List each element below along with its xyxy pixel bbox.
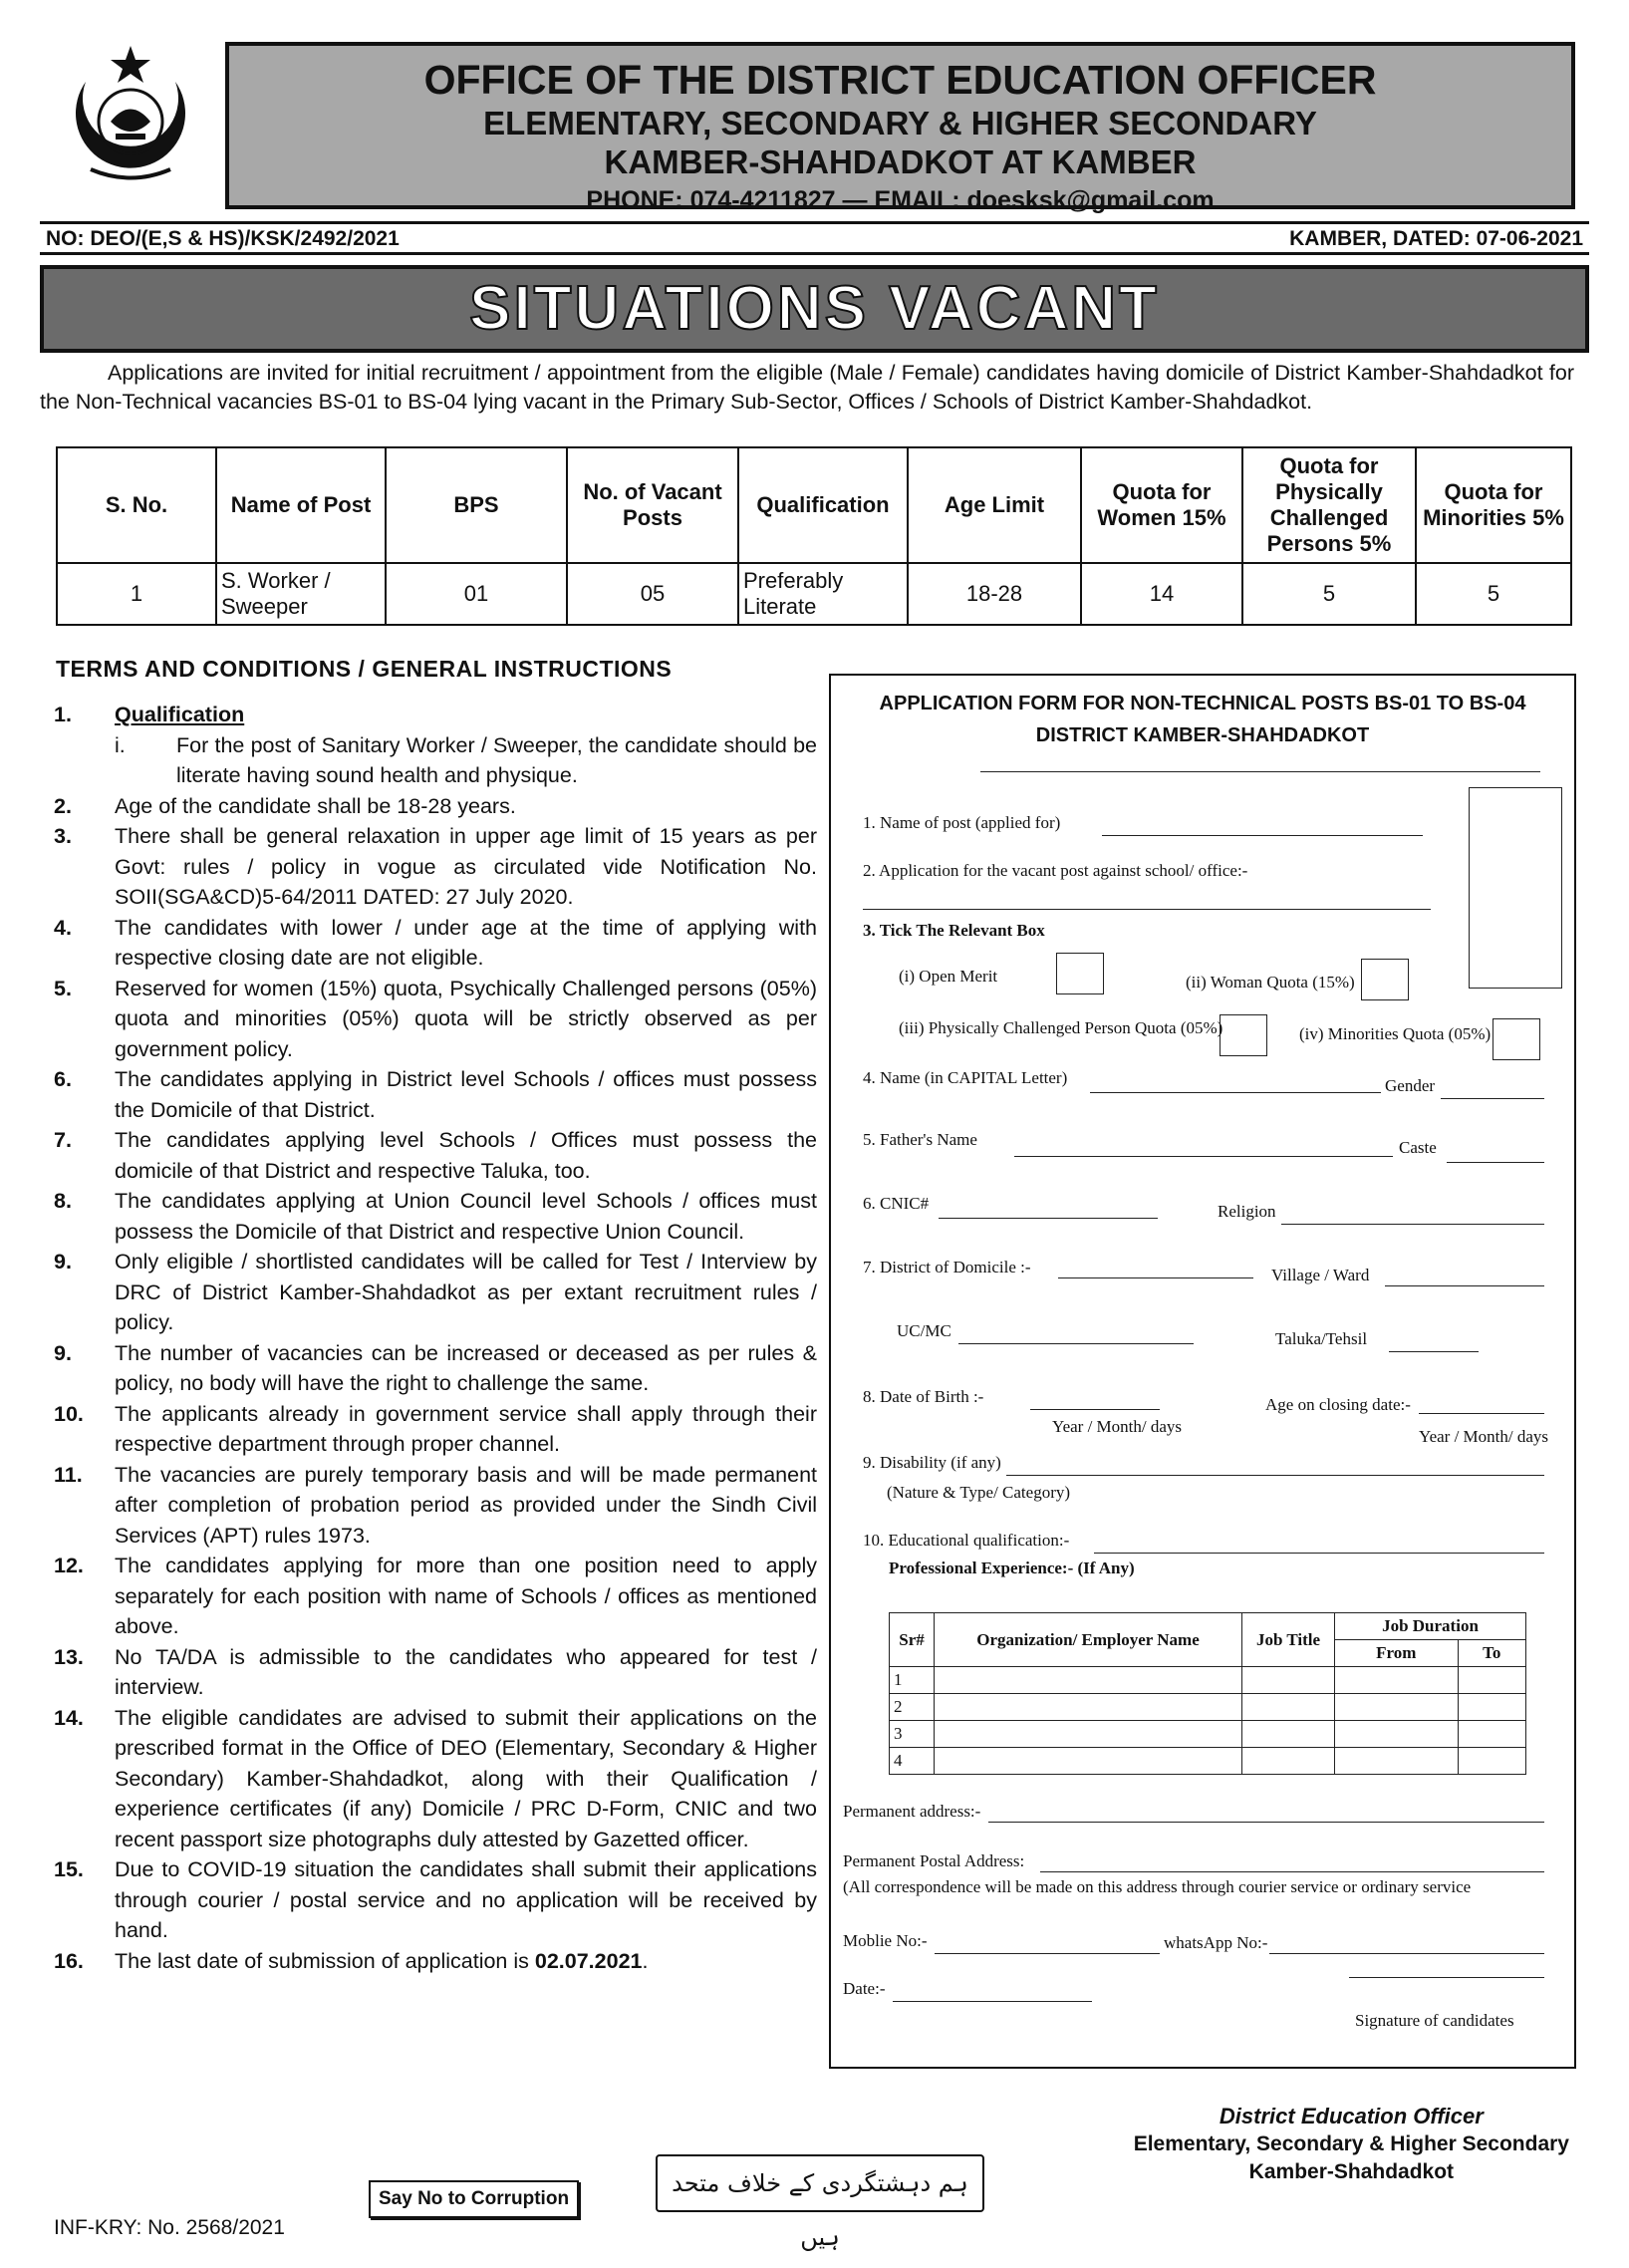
column-header: Quota for Women 15%	[1081, 447, 1242, 563]
reference-date: KAMBER, DATED: 07-06-2021	[1289, 227, 1583, 250]
to-cell[interactable]	[1458, 1694, 1525, 1721]
form-title-line1: APPLICATION FORM FOR NON-TECHNICAL POSTS BS-01 TO BS-04	[879, 693, 1526, 714]
from-cell[interactable]	[1335, 1694, 1459, 1721]
from-cell[interactable]	[1335, 1721, 1459, 1748]
reference-bar	[40, 221, 1589, 255]
field-post-label: 1. Name of post (applied for)	[863, 813, 1061, 832]
form-title-line2: DISTRICT KAMBER-SHAHDADKOT	[1035, 724, 1370, 746]
column-header: Quota for Physically Challenged Persons 5%	[1242, 447, 1416, 563]
name-line	[1090, 1092, 1381, 1093]
ucmc-label: UC/MC	[897, 1321, 951, 1340]
list-item	[54, 974, 817, 1065]
religion-label: Religion	[1218, 1202, 1276, 1221]
table-cell: 1	[57, 563, 216, 625]
item-number: 2.	[54, 793, 72, 818]
column-header: Qualification	[738, 447, 908, 563]
disability-label: 9. Disability (if any)	[863, 1453, 1001, 1472]
item-number: 8.	[54, 1189, 72, 1213]
column-header: From	[1335, 1640, 1459, 1667]
item-text: The candidates applying at Union Council level Schools / offices must possess the Domicile of that District and respective Union Council.	[115, 1189, 817, 1244]
list-item	[54, 1186, 817, 1247]
item-number: 10.	[54, 1401, 84, 1426]
experience-table	[889, 1612, 1526, 1775]
minorities-quota-checkbox[interactable]	[1493, 1018, 1540, 1060]
job-title-cell[interactable]	[1242, 1748, 1335, 1775]
employer-cell[interactable]	[935, 1694, 1242, 1721]
officer-title: District Education Officer	[1219, 2104, 1484, 2128]
table-cell: S. Worker / Sweeper	[216, 563, 386, 625]
item-number: 13.	[54, 1644, 84, 1669]
item-number: 4.	[54, 915, 72, 940]
taluka-label: Taluka/Tehsil	[1275, 1329, 1368, 1348]
village-label: Village / Ward	[1271, 1266, 1370, 1284]
item-text-tail: .	[642, 1948, 649, 1973]
item-title: Qualification	[115, 703, 245, 726]
pc-quota-label: (iii) Physically Challenged Person Quota (05%)	[899, 1018, 1223, 1037]
list-item	[54, 791, 817, 822]
list-subitem	[54, 730, 817, 791]
office-subtitle: ELEMENTARY, SECONDARY & HIGHER SECONDARY	[483, 105, 1317, 142]
item-text: The candidates applying in District level Schools / offices must possess the Domicile of that District.	[115, 1067, 817, 1122]
government-of-sindh-seal-icon	[56, 42, 205, 191]
list-item	[54, 1854, 817, 1946]
item-text: The vacancies are purely temporary basis and will be made permanent after completion of probation period as provided under the Sindh Civil Services (APT) rules 1973.	[115, 1462, 817, 1548]
item-text: The candidates applying level Schools / Offices must possess the domicile of that District and respective Taluka, too.	[115, 1128, 817, 1183]
list-item	[54, 1125, 817, 1186]
item-number: 6.	[54, 1067, 72, 1091]
table-cell: 3	[890, 1721, 935, 1748]
advertisement-page	[40, 18, 1589, 2250]
table-cell: 1	[890, 1667, 935, 1694]
table-row	[890, 1721, 1526, 1748]
item-text: Due to COVID-19 situation the candidates shall submit their applications through courier / postal service and no application will be received by hand.	[115, 1857, 817, 1942]
list-item	[54, 821, 817, 913]
item-text: The eligible candidates are advised to submit their applications on the prescribed format in the Office of DEO (Elementary, Secondary & Higher Secondary) Kamber-Shahdadkot, along with their Qualification / experience certificates (if any) Domicile / PRC D-Form, CNIC and two recent passport size photographs duly attested by Gazetted officer.	[115, 1705, 817, 1851]
signature-label: Signature of candidates	[1355, 2011, 1514, 2030]
dob-format-label: Year / Month/ days	[1052, 1417, 1183, 1436]
domicile-label: 7. District of Domicile :-	[863, 1258, 1031, 1276]
name-label: 4. Name (in CAPITAL Letter)	[863, 1068, 1068, 1087]
item-number: 11.	[54, 1462, 83, 1487]
list-item	[54, 1064, 817, 1125]
office-title: OFFICE OF THE DISTRICT EDUCATION OFFICER	[423, 57, 1377, 103]
column-header: Organization/ Employer Name	[935, 1613, 1242, 1667]
list-item	[54, 700, 817, 730]
item-number: 12.	[54, 1554, 84, 1577]
employer-cell[interactable]	[935, 1667, 1242, 1694]
item-text: The last date of submission of application is	[115, 1948, 535, 1973]
column-header: To	[1458, 1640, 1525, 1667]
age-closing-label: Age on closing date:-	[1265, 1395, 1411, 1414]
table-row	[57, 563, 1571, 625]
reference-number: NO: DEO/(E,S & HS)/KSK/2492/2021	[46, 227, 400, 250]
subitem-number: i.	[115, 732, 126, 757]
item-number: 7.	[54, 1128, 72, 1152]
dob-label: 8. Date of Birth :-	[863, 1387, 984, 1406]
item-text: The candidates with lower / under age at the time of applying with respective closing date are not eligible.	[115, 915, 817, 970]
column-header: Name of Post	[216, 447, 386, 563]
table-cell: 05	[567, 563, 738, 625]
column-header: Age Limit	[908, 447, 1081, 563]
table-cell: 5	[1242, 563, 1416, 625]
woman-quota-checkbox[interactable]	[1361, 959, 1409, 1000]
open-merit-checkbox[interactable]	[1056, 953, 1104, 994]
column-header: No. of Vacant Posts	[567, 447, 738, 563]
table-cell: 4	[890, 1748, 935, 1775]
inf-number: INF-KRY: No. 2568/2021	[54, 2216, 285, 2239]
father-name-label: 5. Father's Name	[863, 1130, 977, 1149]
officer-signature-block	[1134, 2103, 1569, 2186]
field-application-label: 2. Application for the vacant post against school/ office:-	[863, 861, 1248, 880]
list-item	[54, 1460, 817, 1552]
item-text: The candidates applying for more than one position need to apply separately for each position with name of Schools / offices as mentioned above.	[115, 1554, 817, 1638]
page-title: SITUATIONS VACANT	[469, 274, 1160, 343]
item-text: Reserved for women (15%) quota, Psychically Challenged persons (05%) quota and minorities (05%) quota will be strictly observed as per government policy.	[115, 976, 817, 1061]
to-cell[interactable]	[1458, 1721, 1525, 1748]
item-text: There shall be general relaxation in upper age limit of 15 years as per Govt: rules / policy in vogue as circulated vide Notification No. SOII(SGA&CD)5-64/2011 DATED: 27 July 2020.	[115, 824, 817, 909]
item-text: The number of vacancies can be increased or deceased as per rules & policy, no body will have the right to challenge the same.	[115, 1340, 817, 1395]
subitem-text: For the post of Sanitary Worker / Sweeper, the candidate should be literate having sound health and physique.	[176, 732, 817, 787]
caste-label: Caste	[1399, 1138, 1437, 1157]
open-merit-label: (i) Open Merit	[899, 967, 998, 986]
job-title-cell[interactable]	[1242, 1667, 1335, 1694]
terms-list	[54, 700, 817, 1976]
mobile-label: Moblie No:-	[843, 1931, 928, 1950]
table-cell: 18-28	[908, 563, 1081, 625]
education-label: 10. Educational qualification:-	[863, 1531, 1070, 1550]
tick-box-label: 3. Tick The Relevant Box	[863, 921, 1045, 940]
column-header: Job Title	[1242, 1613, 1335, 1667]
table-cell: 14	[1081, 563, 1242, 625]
urdu-slogan: ہم دہشتگردی کے خلاف متحد ہیں	[656, 2154, 984, 2212]
table-cell: Preferably Literate	[738, 563, 908, 625]
to-cell[interactable]	[1458, 1748, 1525, 1775]
form-title	[831, 688, 1574, 751]
column-header: Quota for Minorities 5%	[1416, 447, 1571, 563]
item-number: 3.	[54, 824, 72, 848]
whatsapp-label: whatsApp No:-	[1164, 1933, 1268, 1952]
vacancy-table	[56, 446, 1572, 626]
list-item	[54, 1247, 817, 1338]
list-item	[54, 1551, 817, 1642]
item-number: 9.	[54, 1250, 72, 1274]
item-number: 16.	[54, 1948, 84, 1973]
last-date: 02.07.2021	[534, 1948, 643, 1973]
date-label: Date:-	[843, 1979, 886, 1998]
table-cell: 2	[890, 1694, 935, 1721]
from-cell[interactable]	[1335, 1667, 1459, 1694]
table-row	[890, 1748, 1526, 1775]
item-number: 14.	[54, 1705, 84, 1730]
list-item	[54, 1703, 817, 1855]
permanent-address-label: Permanent address:-	[843, 1802, 981, 1821]
table-cell: 01	[386, 563, 567, 625]
gender-label: Gender	[1385, 1076, 1436, 1095]
table-row	[890, 1694, 1526, 1721]
job-title-cell[interactable]	[1242, 1694, 1335, 1721]
list-item	[54, 1642, 817, 1703]
officer-location: Kamber-Shahdadkot	[1248, 2160, 1455, 2183]
list-item	[54, 1399, 817, 1460]
table-row	[890, 1667, 1526, 1694]
column-header: Job Duration	[1335, 1613, 1526, 1640]
employer-cell[interactable]	[935, 1748, 1242, 1775]
experience-label: Professional Experience:- (If Any)	[889, 1559, 1135, 1577]
table-header-row	[57, 447, 1571, 563]
say-no-corruption-badge: Say No to Corruption	[369, 2180, 579, 2218]
item-number: 5.	[54, 976, 72, 1000]
to-cell[interactable]	[1458, 1667, 1525, 1694]
page-title-bar	[40, 265, 1589, 353]
age-format-label: Year / Month/ days	[1419, 1427, 1549, 1446]
item-text: Only eligible / shortlisted candidates will be called for Test / Interview by DRC of District Kamber-Shahdadkot as per extant recruitment rules / policy.	[115, 1250, 817, 1334]
field-post-line	[1102, 835, 1423, 836]
list-item	[54, 913, 817, 974]
intro-paragraph: Applications are invited for initial recruitment / appointment from the eligible (Male / Female) candidates having domicile of District Kamber-Shahdadkot for the Non-Technical vacancies BS-01 to BS-04 lying vacant in the Primary Sub-Sector, Offices / Schools of District Kamber-Shahdadkot.	[40, 361, 1574, 414]
photo-box	[1469, 787, 1562, 989]
item-text: Age of the candidate shall be 18-28 years.	[115, 793, 516, 818]
office-location: KAMBER-SHAHDADKOT AT KAMBER	[604, 143, 1197, 180]
item-number: 9.	[54, 1340, 72, 1365]
disability-nature-label: (Nature & Type/ Category)	[887, 1483, 1071, 1502]
item-number: 1.	[54, 703, 72, 726]
column-header: Sr#	[890, 1613, 935, 1667]
application-form	[829, 674, 1576, 2069]
terms-heading: TERMS AND CONDITIONS / GENERAL INSTRUCTIONS	[56, 656, 673, 682]
woman-quota-label: (ii) Woman Quota (15%)	[1186, 973, 1355, 992]
from-cell[interactable]	[1335, 1748, 1459, 1775]
item-text: The applicants already in government service shall apply through their respective department through proper channel.	[115, 1401, 817, 1456]
list-item	[54, 1338, 817, 1399]
office-header	[225, 42, 1575, 214]
employer-cell[interactable]	[935, 1721, 1242, 1748]
officer-office: Elementary, Secondary & Higher Secondary	[1133, 2132, 1569, 2155]
job-title-cell[interactable]	[1242, 1721, 1335, 1748]
column-header: S. No.	[57, 447, 216, 563]
minorities-quota-label: (iv) Minorities Quota (05%)	[1299, 1024, 1492, 1043]
pc-quota-checkbox[interactable]	[1220, 1014, 1267, 1056]
cnic-label: 6. CNIC#	[863, 1194, 930, 1213]
item-number: 15.	[54, 1857, 84, 1881]
column-header: BPS	[386, 447, 567, 563]
table-cell: 5	[1416, 563, 1571, 625]
item-text: No TA/DA is admissible to the candidates who appeared for test / interview.	[115, 1644, 817, 1699]
postal-address-label: Permanent Postal Address:	[843, 1851, 1025, 1870]
office-contact: PHONE: 074-4211827 — EMAIL: doesksk@gmail.com	[586, 186, 1215, 214]
list-item	[54, 1946, 817, 1977]
postal-note: (All correspondence will be made on this address through courier service or ordinary service	[843, 1877, 1472, 1896]
